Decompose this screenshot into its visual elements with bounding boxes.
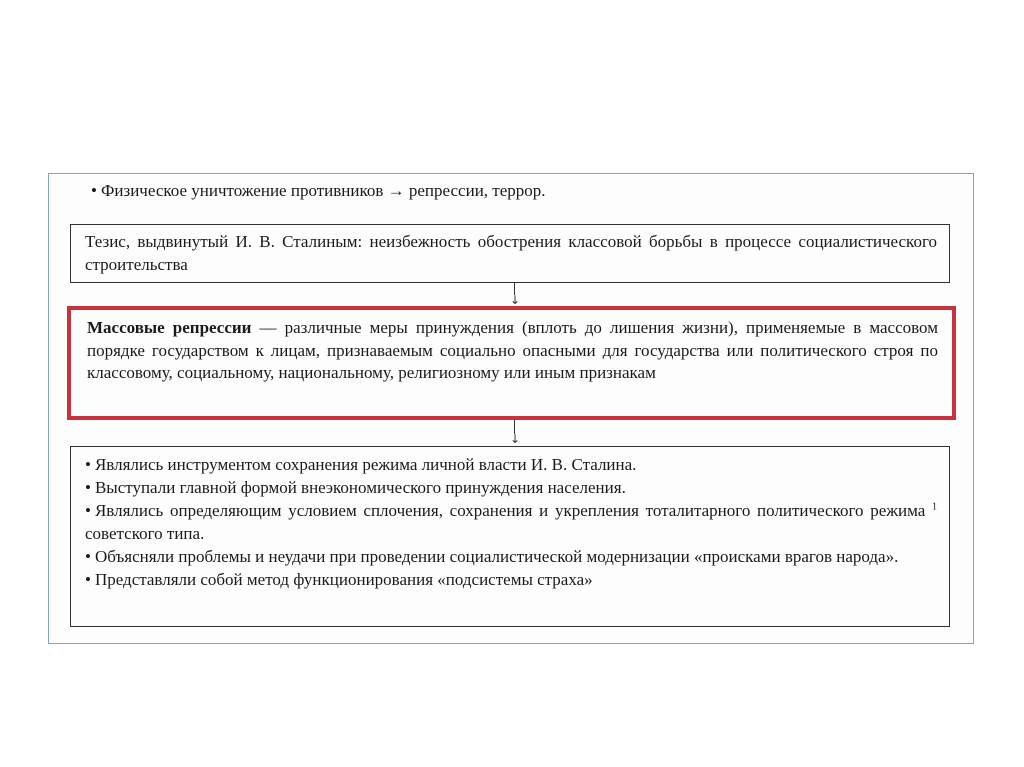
feature-item (85, 545, 937, 568)
feature-text: советского типа. (85, 524, 205, 543)
footnote-marker: 1 (932, 501, 938, 513)
feature-item (85, 453, 937, 476)
bullet: • (85, 501, 91, 520)
arrow-glyph: ↓ (510, 293, 521, 307)
arrow-down-icon (510, 420, 521, 446)
bullet: • (85, 478, 91, 497)
feature-item (85, 476, 937, 499)
arrow-down-icon (510, 283, 521, 307)
definition-term: Массовые репрессии (87, 318, 252, 337)
feature-text: Являлись инструментом сохранения режима личной власти И. В. Сталина. (94, 455, 637, 474)
bullet: • (91, 181, 97, 200)
bullet: • (85, 547, 91, 566)
feature-text: Объясняли проблемы и неудачи при проведении социалистической модернизации «происками врагов народа». (94, 547, 899, 566)
feature-item (85, 568, 937, 591)
features-box (70, 446, 950, 627)
arrow-glyph: ↓ (510, 432, 521, 446)
thesis-box (70, 224, 950, 283)
top-line (91, 180, 546, 202)
feature-text: Представляли собой метод функционирования «подсистемы страха» (94, 570, 593, 589)
feature-text: Являлись определяющим условием сплочения, сохранения и укрепления тоталитарного политического режима (94, 501, 926, 520)
definition-box (67, 306, 956, 420)
feature-text: Выступали главной формой внеэкономического принуждения населения. (94, 478, 626, 497)
bullet: • (85, 455, 91, 474)
definition-text: — различные меры принуждения (вплоть до лишения жизни), применяемые в массовом порядке государством к лицам, признаваемым социально опасными для государства или политического строя по классовому, социальному, национальному, религиозному или иным признакам (87, 318, 938, 382)
bullet: • (85, 570, 91, 589)
thesis-text: Тезис, выдвинутый И. В. Сталиным: неизбежность обострения классовой борьбы в процессе социалистического строительства (85, 232, 937, 274)
feature-item (85, 499, 937, 545)
top-line-text: Физическое уничтожение противников → репрессии, террор. (100, 181, 546, 200)
